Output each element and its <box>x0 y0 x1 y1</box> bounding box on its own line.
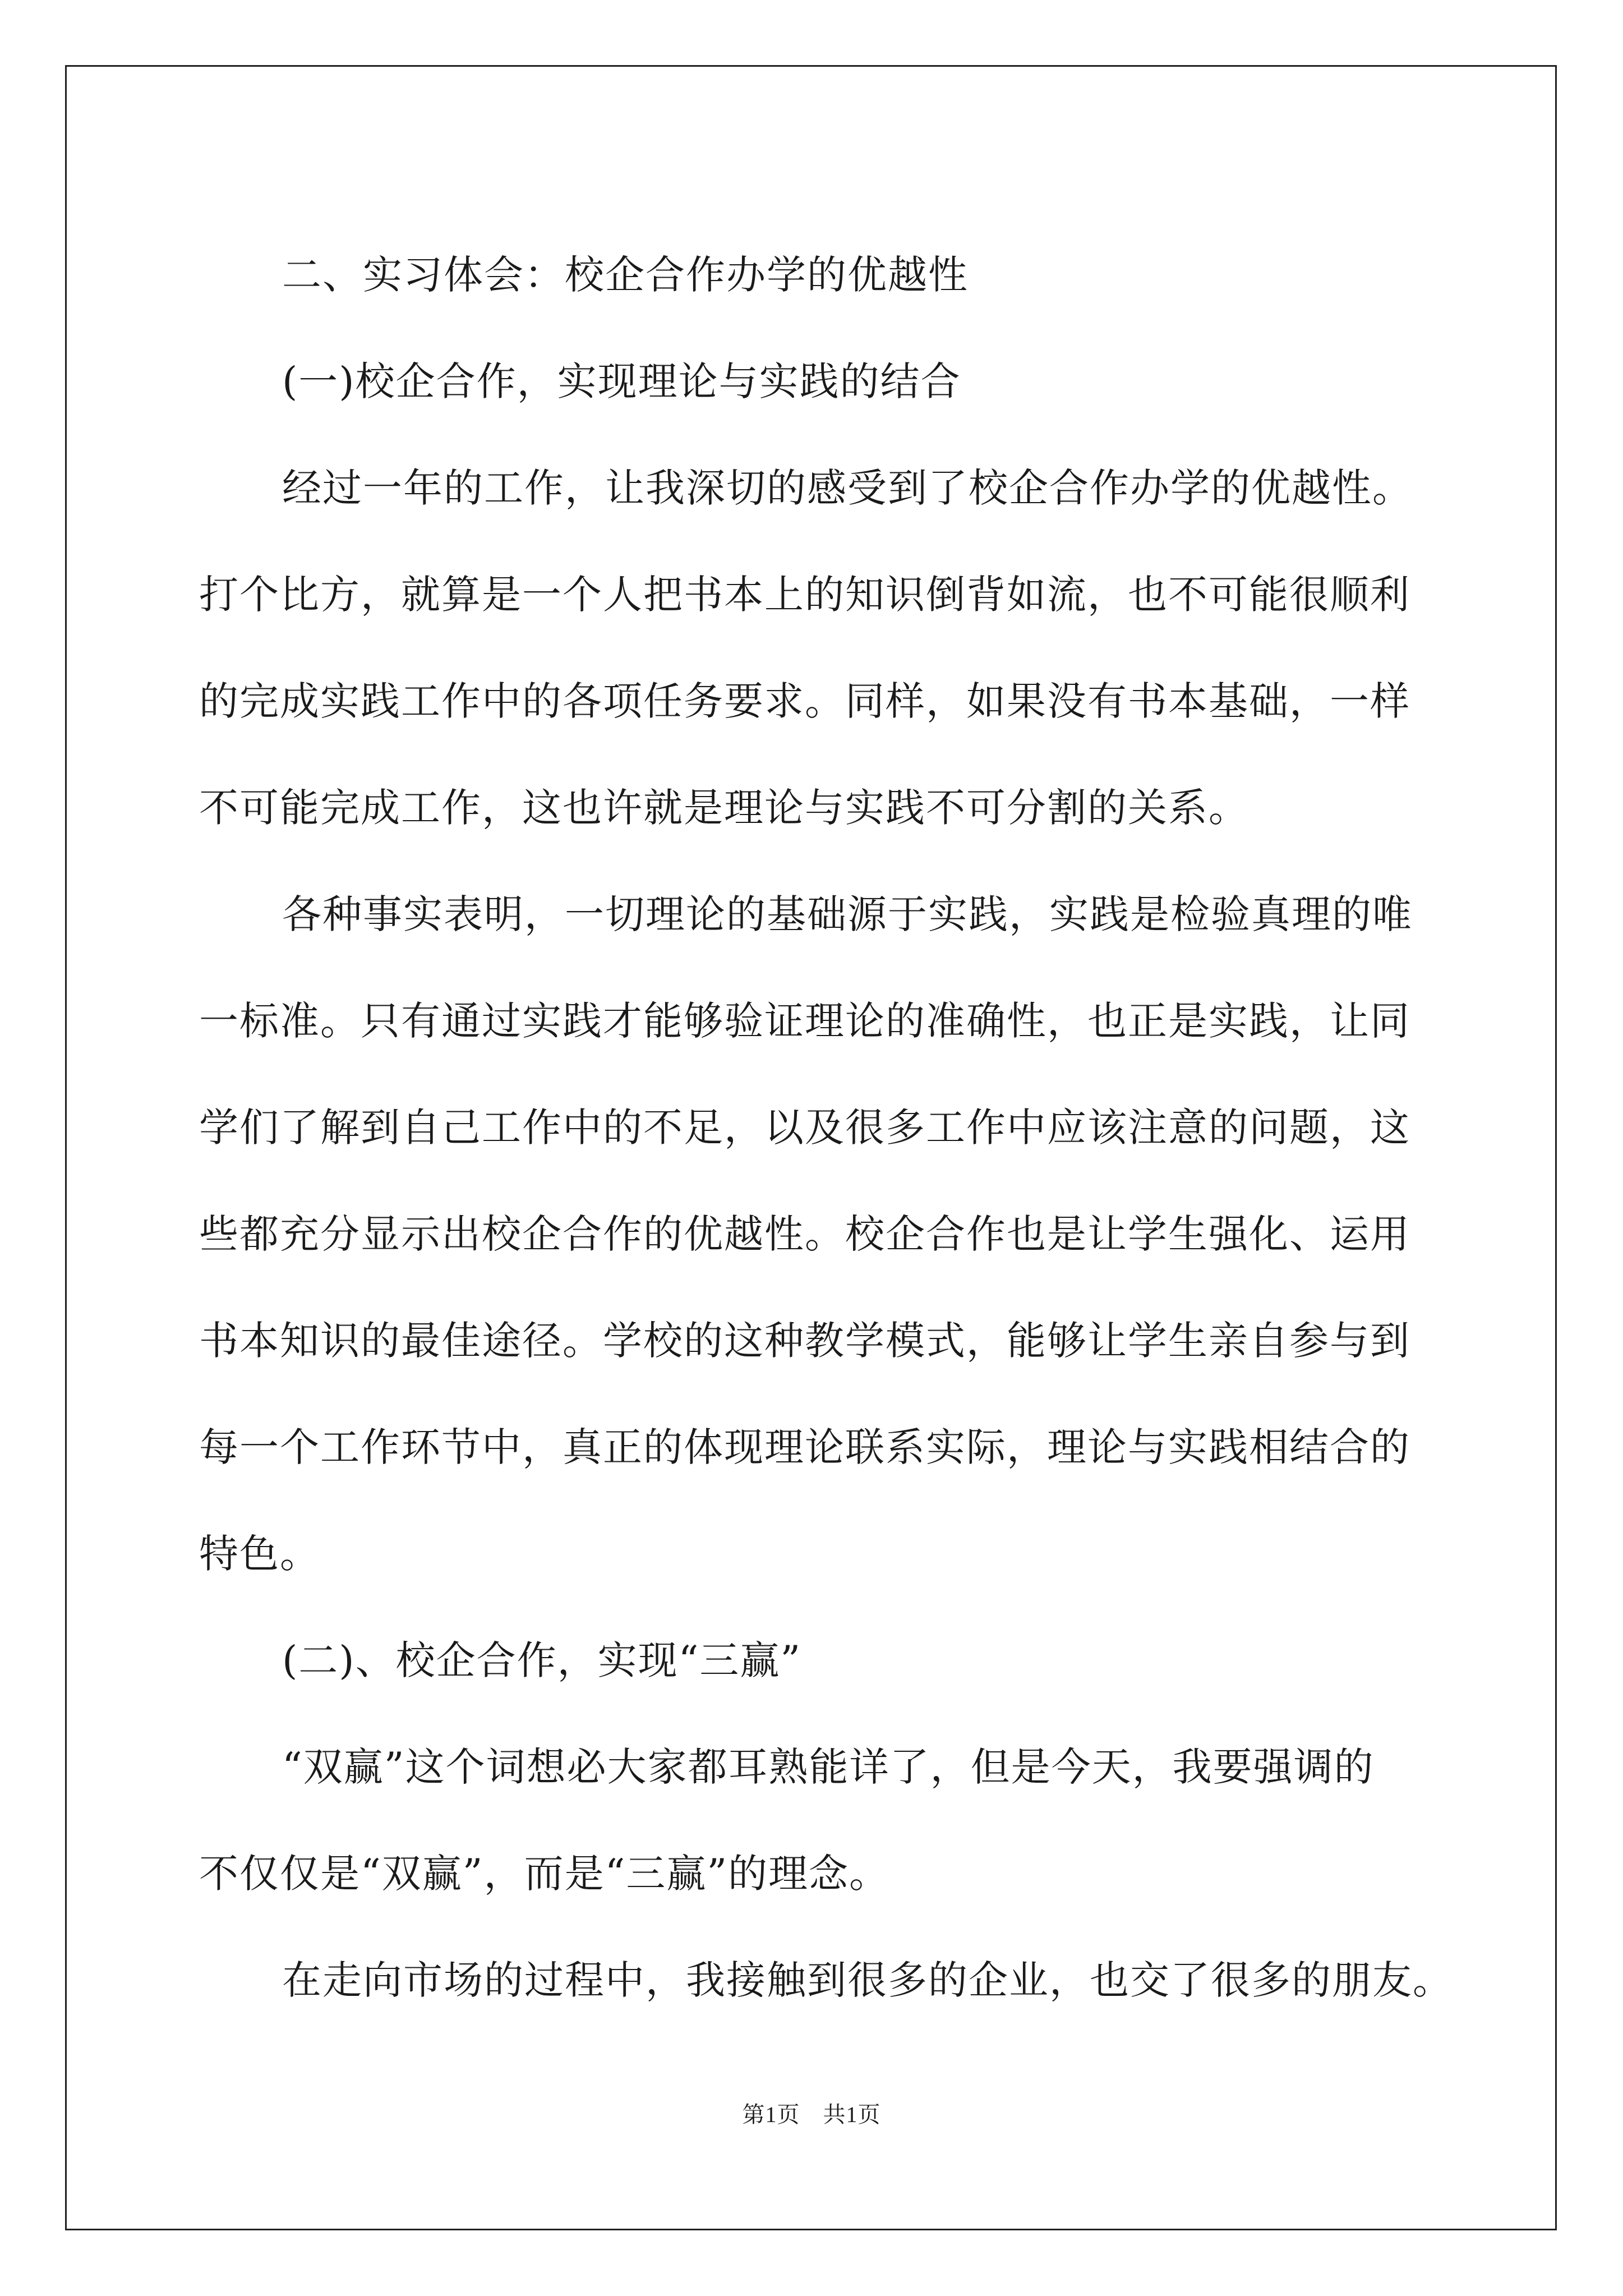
paragraph-line: 不可能完成工作，这也许就是理论与实践不可分割的关系。 <box>199 785 1249 831</box>
paragraph-line: 些都充分显示出校企合作的优越性。校企合作也是让学生强化、运用 <box>199 1211 1410 1257</box>
paragraph-line: 经过一年的工作，让我深切的感受到了校企合作办学的优越性。 <box>282 465 1413 511</box>
paragraph-line: 在走向市场的过程中，我接触到很多的企业，也交了很多的朋友。 <box>282 1957 1453 2003</box>
paragraph-line: 每一个工作环节中，真正的体现理论联系实际，理论与实践相结合的 <box>199 1424 1410 1470</box>
paragraph-line: 学们了解到自己工作中的不足，以及很多工作中应该注意的问题，这 <box>199 1105 1410 1151</box>
document-body <box>199 222 1453 2033</box>
paragraph-line: 的完成实践工作中的各项任务要求。同样，如果没有书本基础，一样 <box>199 678 1410 724</box>
paragraph-line: 书本知识的最佳途径。学校的这种教学模式，能够让学生亲自参与到 <box>199 1318 1410 1364</box>
paragraph-line: 不仅仅是“双赢”，而是“三赢”的理念。 <box>199 1851 890 1897</box>
section-heading: 二、实习体会：校企合作办学的优越性 <box>282 252 969 298</box>
paragraph-line: 一标准。只有通过实践才能够验证理论的准确性，也正是实践，让同 <box>199 998 1410 1044</box>
paragraph-line: “双赢”这个词想必大家都耳熟能详了，但是今天，我要强调的 <box>282 1744 1375 1790</box>
paragraph-line: 各种事实表明，一切理论的基础源于实践，实践是检验真理的唯 <box>282 891 1413 937</box>
subsection-heading: (一)校企合作，实现理论与实践的结合 <box>282 358 961 404</box>
page-footer: 第1页 共1页 <box>742 2102 881 2127</box>
paragraph-line: 打个比方，就算是一个人把书本上的知识倒背如流，也不可能很顺利 <box>199 572 1410 618</box>
paragraph-line: 特色。 <box>199 1531 320 1577</box>
subsection-heading: (二)、校企合作，实现“三赢” <box>282 1637 802 1683</box>
